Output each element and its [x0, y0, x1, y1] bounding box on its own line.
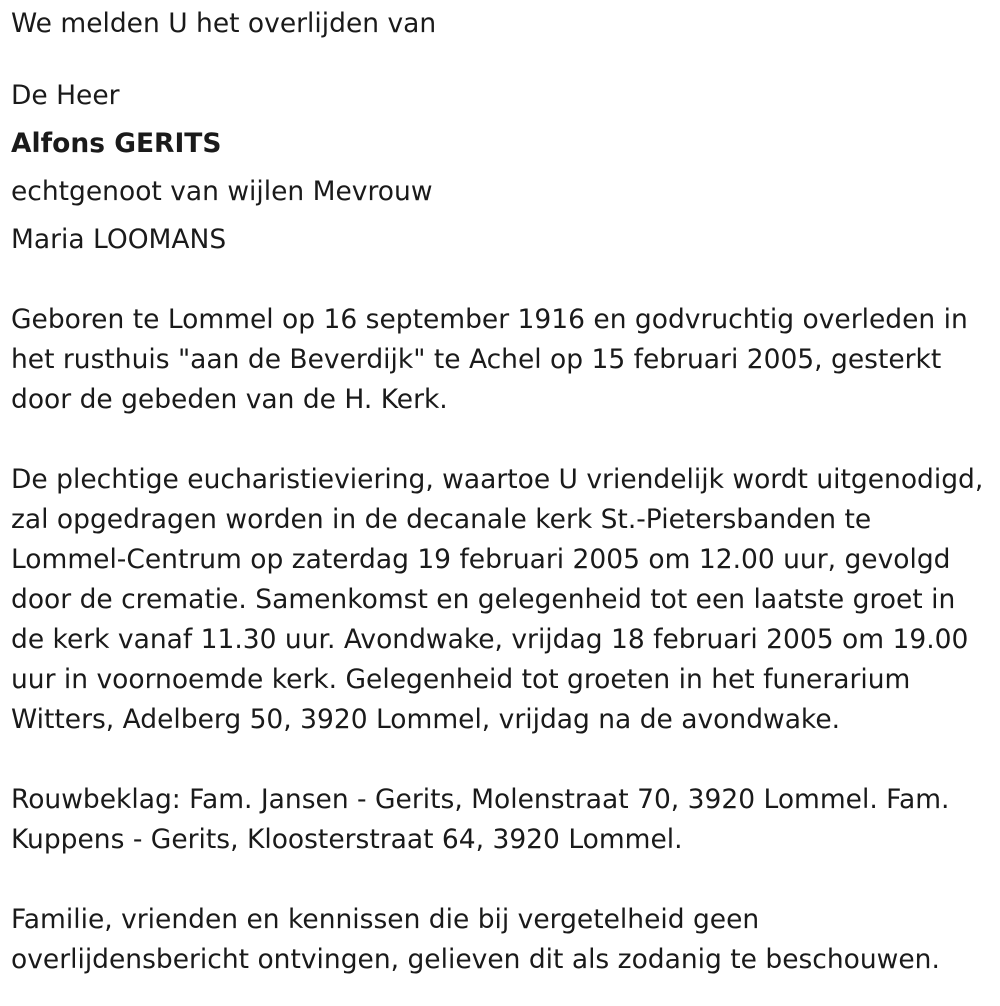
spouse-name: Maria LOOMANS	[11, 224, 227, 255]
mourning-paragraph	[11, 780, 991, 860]
paragraph-line: Kuppens - Gerits, Kloosterstraat 64, 3920 Lommel.	[11, 824, 683, 855]
closing-paragraph	[11, 900, 991, 980]
paragraph-line: De plechtige eucharistieviering, waartoe U vriendelijk wordt uitgenodigd,	[11, 464, 984, 495]
spacer	[11, 860, 991, 900]
death-notice	[11, 4, 991, 980]
paragraph-line: Lommel-Centrum op zaterdag 19 februari 2005 om 12.00 uur, gevolgd	[11, 544, 951, 575]
spacer	[11, 420, 991, 460]
paragraph-line: door de crematie. Samenkomst en gelegenheid tot een laatste groet in	[11, 584, 956, 615]
spacer	[11, 740, 991, 780]
paragraph-line: Witters, Adelberg 50, 3920 Lommel, vrijdag na de avondwake.	[11, 704, 841, 735]
paragraph-line: door de gebeden van de H. Kerk.	[11, 384, 448, 415]
paragraph-line: zal opgedragen worden in de decanale kerk St.-Pietersbanden te	[11, 504, 872, 535]
ceremony-paragraph	[11, 460, 991, 740]
paragraph-line: overlijdensbericht ontvingen, gelieven dit als zodanig te beschouwen.	[11, 944, 940, 975]
paragraph-line: de kerk vanaf 11.30 uur. Avondwake, vrijdag 18 februari 2005 om 19.00	[11, 624, 969, 655]
deceased-name: Alfons GERITS	[11, 128, 222, 159]
spouse-line: echtgenoot van wijlen Mevrouw	[11, 176, 433, 207]
deceased-header	[11, 76, 991, 260]
paragraph-line: Familie, vrienden en kennissen die bij vergetelheid geen	[11, 904, 760, 935]
spacer	[11, 44, 991, 76]
birth-death-paragraph	[11, 300, 991, 420]
intro-text: We melden U het overlijden van	[11, 8, 437, 39]
paragraph-line: Rouwbeklag: Fam. Jansen - Gerits, Molenstraat 70, 3920 Lommel. Fam.	[11, 784, 950, 815]
paragraph-line: het rusthuis "aan de Beverdijk" te Achel op 15 februari 2005, gesterkt	[11, 344, 942, 375]
paragraph-line: uur in voornoemde kerk. Gelegenheid tot groeten in het funerarium	[11, 664, 911, 695]
spacer	[11, 260, 991, 300]
paragraph-line: Geboren te Lommel op 16 september 1916 en godvruchtig overleden in	[11, 304, 968, 335]
honorific: De Heer	[11, 80, 120, 111]
